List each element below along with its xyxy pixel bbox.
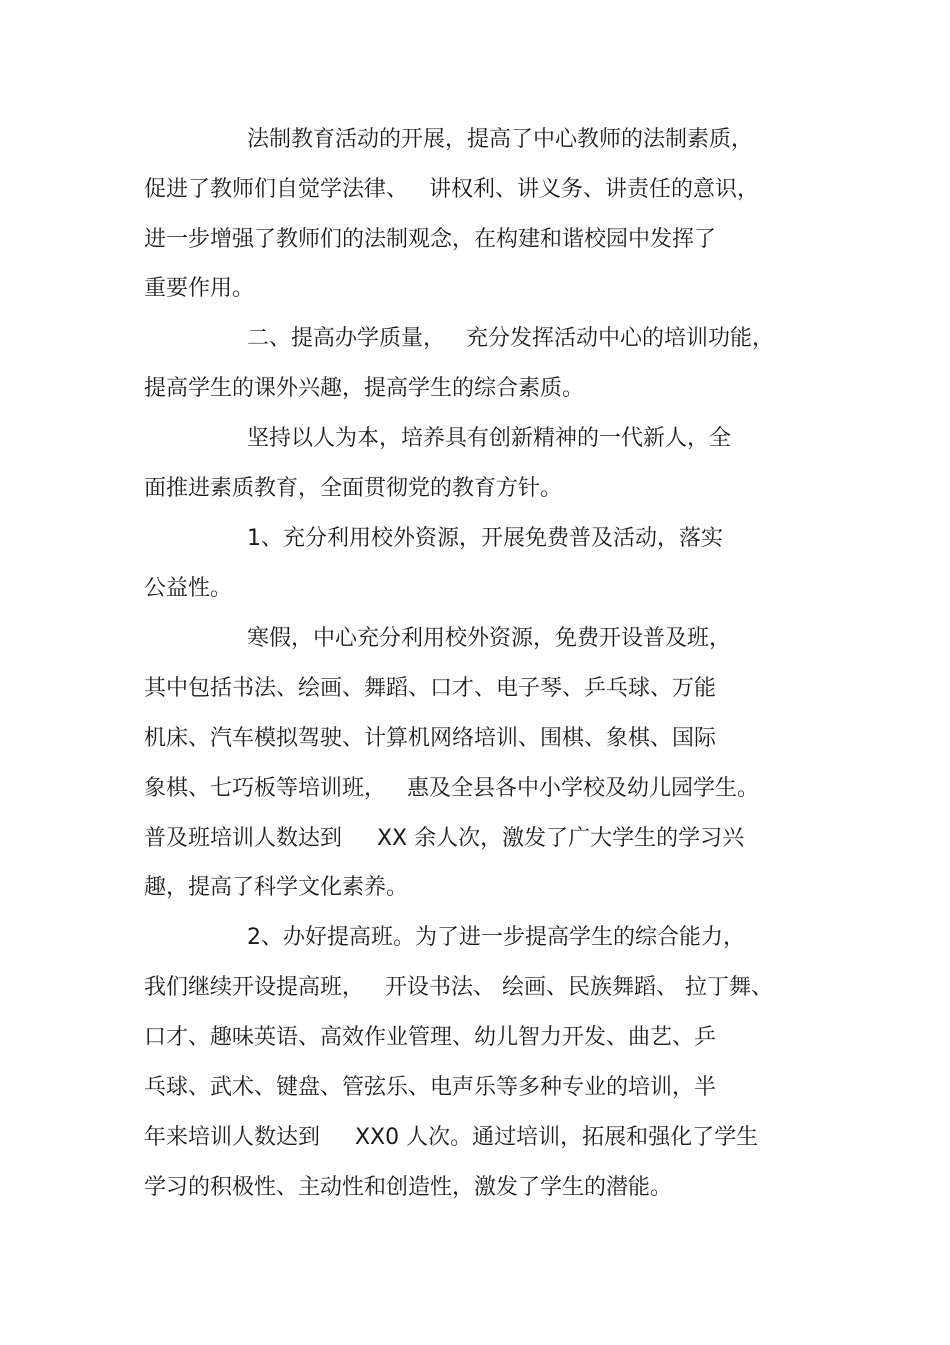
paragraph-line: 重要作用。	[144, 276, 255, 301]
list-item-line: 2、办好提高班。为了进一步提高学生的综合能力，	[247, 925, 745, 950]
paragraph-line: 学习的积极性、主动性和创造性，激发了学生的潜能。	[144, 1175, 673, 1200]
paragraph-line: 提高学生的课外兴趣，提高学生的综合素质。	[144, 376, 585, 401]
paragraph-line: 趣，提高了科学文化素养。	[144, 875, 409, 900]
paragraph-line: 象棋、七巧板等培训班， 惠及全县各中小学校及幼儿园学生。	[144, 776, 759, 801]
paragraph-line: 年来培训人数达到 XX0 人次。通过培训，拓展和强化了学生	[144, 1125, 759, 1150]
paragraph-line: 口才、趣味英语、高效作业管理、幼儿智力开发、曲艺、乒	[144, 1025, 717, 1050]
paragraph-line: 促进了教师们自觉学法律、 讲权利、讲义务、讲责任的意识，	[144, 177, 759, 202]
list-item-line: 1、充分利用校外资源，开展免费普及活动，落实	[247, 526, 723, 551]
paragraph-line: 机床、汽车模拟驾驶、计算机网络培训、围棋、象棋、国际	[144, 726, 717, 751]
paragraph-line: 普及班培训人数达到 XX 余人次，激发了广大学生的学习兴	[144, 826, 745, 851]
paragraph-line: 进一步增强了教师们的法制观念，在构建和谐校园中发挥了	[144, 227, 717, 252]
section-heading-line: 二、提高办学质量， 充分发挥活动中心的培训功能，	[247, 326, 774, 351]
paragraph-line: 乓球、武术、键盘、管弦乐、电声乐等多种专业的培训，半	[144, 1075, 717, 1100]
paragraph-line: 我们继续开设提高班， 开设书法、 绘画、民族舞蹈、 拉丁舞、	[144, 975, 773, 1000]
paragraph-line: 公益性。	[144, 576, 233, 601]
paragraph-line: 法制教育活动的开展，提高了中心教师的法制素质，	[247, 127, 754, 152]
paragraph-line: 寒假，中心充分利用校外资源，免费开设普及班，	[247, 626, 732, 651]
paragraph-line: 面推进素质教育，全面贯彻党的教育方针。	[144, 476, 563, 501]
paragraph-line: 坚持以人为本，培养具有创新精神的一代新人，全	[247, 426, 732, 451]
paragraph-line: 其中包括书法、绘画、舞蹈、口才、电子琴、乒乓球、万能	[144, 676, 717, 701]
